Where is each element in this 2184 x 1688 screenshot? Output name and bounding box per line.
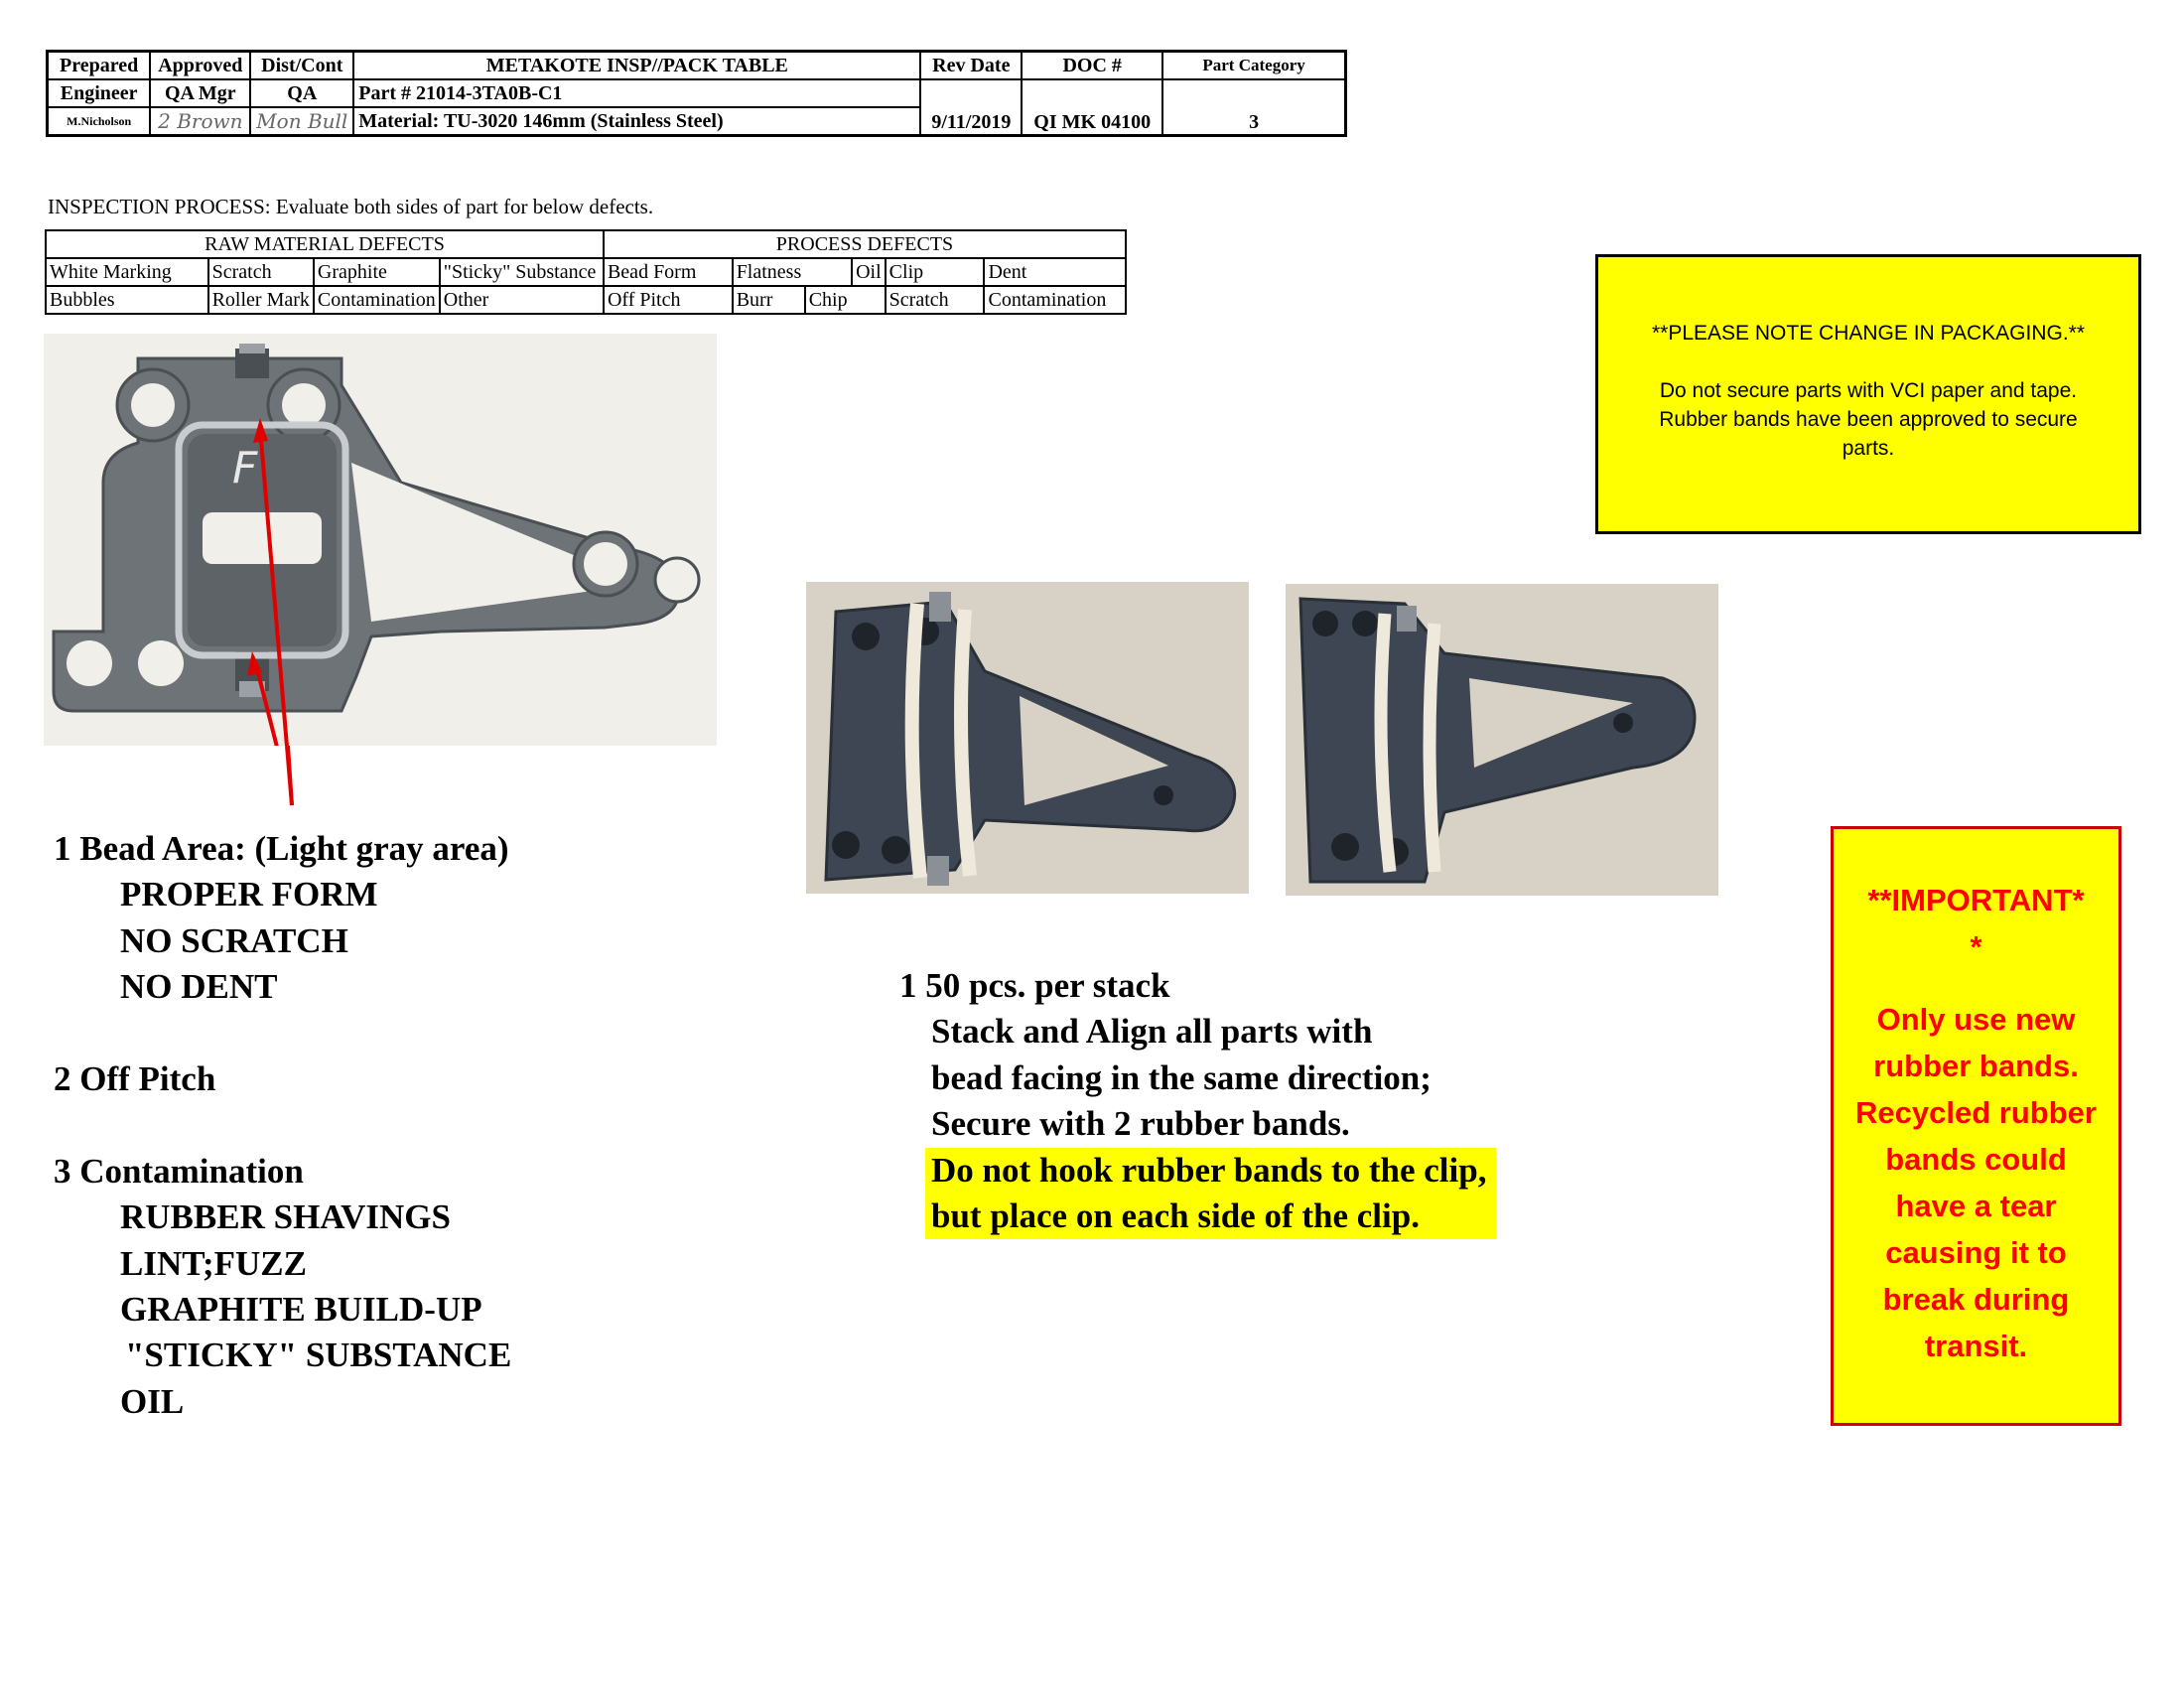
defect-cell: Oil	[852, 258, 886, 286]
defect-cell: Scratch	[208, 258, 314, 286]
header-table	[46, 50, 1347, 137]
doc-title: METAKOTE INSP//PACK TABLE	[353, 52, 920, 80]
approved-label: Approved	[150, 52, 250, 80]
criteria-subitem: "STICKY" SUBSTANCE	[125, 1336, 512, 1375]
packing-line: Stack and Align all parts with	[931, 1012, 1373, 1052]
defect-cell: Clip	[886, 258, 985, 286]
important-line: causing it to	[1885, 1235, 2067, 1270]
part-category-label: Part Category	[1162, 52, 1345, 80]
defect-cell: Contamination	[984, 286, 1126, 314]
doc-number-label: DOC #	[1022, 52, 1162, 80]
packing-highlight-line: but place on each side of the clip.	[931, 1196, 1420, 1236]
packing-highlight-line: Do not hook rubber bands to the clip,	[931, 1150, 1487, 1190]
defect-cell: Flatness	[733, 258, 852, 286]
clip	[927, 856, 949, 886]
preparer-name: M.Nicholson	[48, 107, 151, 136]
rev-date-label: Rev Date	[920, 52, 1022, 80]
packaging-change-note	[1595, 254, 2141, 534]
important-note	[1831, 826, 2121, 1426]
important-line: have a tear	[1895, 1189, 2057, 1223]
defect-cell: Bubbles	[46, 286, 208, 314]
defect-cell: Roller Mark	[208, 286, 314, 314]
packing-line: Secure with 2 rubber bands.	[931, 1104, 1350, 1144]
distributor-signature: Mon Bull	[250, 107, 353, 136]
defect-cell: "Sticky" Substance	[440, 258, 604, 286]
important-line: Only use new	[1876, 1002, 2076, 1037]
criteria-subitem: GRAPHITE BUILD-UP	[120, 1290, 482, 1330]
defect-cell: Contamination	[314, 286, 440, 314]
part-marking: F	[232, 443, 258, 493]
part-number: Part # 21014-3TA0B-C1	[353, 79, 920, 107]
gasket-illustration	[44, 334, 717, 746]
packing-line: bead facing in the same direction;	[931, 1057, 1432, 1097]
defect-cell: Dent	[984, 258, 1126, 286]
defect-cell: Burr	[733, 286, 805, 314]
doc-number: QI MK 04100	[1022, 79, 1162, 136]
rubber-band	[912, 604, 920, 878]
packing-highlight	[925, 1148, 1496, 1240]
approver-signature: 2 Brown	[150, 107, 250, 136]
criteria-item-bead-area: 1 Bead Area: (Light gray area)	[54, 829, 509, 868]
material: Material: TU-3020 146mm (Stainless Steel)	[353, 107, 920, 136]
inspection-process-text: INSPECTION PROCESS: Evaluate both sides of part for below defects.	[48, 195, 654, 218]
important-line: bands could	[1885, 1142, 2067, 1177]
criteria-subitem: RUBBER SHAVINGS	[120, 1197, 451, 1237]
rubber-band	[1430, 624, 1434, 872]
stacked-parts-photo-front	[806, 582, 1249, 894]
packing-instructions	[899, 963, 1496, 1239]
defect-cell: Graphite	[314, 258, 440, 286]
clip	[1397, 606, 1417, 632]
criteria-subitem: OIL	[120, 1381, 185, 1421]
criteria-item-contamination: 3 Contamination	[54, 1151, 304, 1191]
raw-material-header: RAW MATERIAL DEFECTS	[46, 230, 604, 258]
part-photo-bead-area	[44, 334, 717, 746]
arrow-tails	[44, 746, 341, 807]
important-line: Recycled rubber	[1855, 1095, 2097, 1130]
clip	[929, 592, 951, 622]
dist-cont-label: Dist/Cont	[250, 52, 353, 80]
defect-cell: Chip	[805, 286, 886, 314]
criteria-subitem: NO DENT	[120, 967, 278, 1007]
bolt-hole	[138, 640, 184, 686]
defect-cell: Off Pitch	[604, 286, 733, 314]
inspection-criteria-list	[54, 826, 511, 1425]
part-category: 3	[1162, 79, 1345, 136]
criteria-subitem: NO SCRATCH	[120, 920, 348, 960]
important-title: **IMPORTANT*	[1867, 883, 2085, 917]
stacked-parts-photo-angle	[1286, 584, 1718, 896]
packaging-note-line: Rubber bands have been approved to secure	[1659, 408, 2078, 431]
role-engineer: Engineer	[48, 79, 151, 107]
packaging-note-title: **PLEASE NOTE CHANGE IN PACKAGING.**	[1651, 322, 2086, 345]
defect-cell: White Marking	[46, 258, 208, 286]
packaging-note-line: Do not secure parts with VCI paper and tape.	[1659, 379, 2078, 402]
important-line: rubber bands.	[1873, 1049, 2079, 1083]
defect-cell: Scratch	[886, 286, 985, 314]
important-title-wrap: *	[1970, 929, 1982, 964]
defect-cell: Bead Form	[604, 258, 733, 286]
rev-date: 9/11/2019	[920, 79, 1022, 136]
role-qa-mgr: QA Mgr	[150, 79, 250, 107]
role-qa: QA	[250, 79, 353, 107]
criteria-subitem: PROPER FORM	[120, 875, 378, 914]
bolt-hole	[67, 640, 112, 686]
important-line: transit.	[1924, 1329, 2028, 1363]
prepared-label: Prepared	[48, 52, 151, 80]
defect-cell: Other	[440, 286, 604, 314]
center-cutout	[203, 512, 322, 564]
process-defects-header: PROCESS DEFECTS	[604, 230, 1126, 258]
important-line: break during	[1882, 1282, 2070, 1317]
packing-item: 1 50 pcs. per stack	[899, 966, 1170, 1005]
packaging-note-line: parts.	[1842, 437, 1895, 460]
criteria-item-off-pitch: 2 Off Pitch	[54, 1059, 216, 1099]
criteria-subitem: LINT;FUZZ	[120, 1243, 307, 1283]
defects-table	[45, 229, 1127, 315]
